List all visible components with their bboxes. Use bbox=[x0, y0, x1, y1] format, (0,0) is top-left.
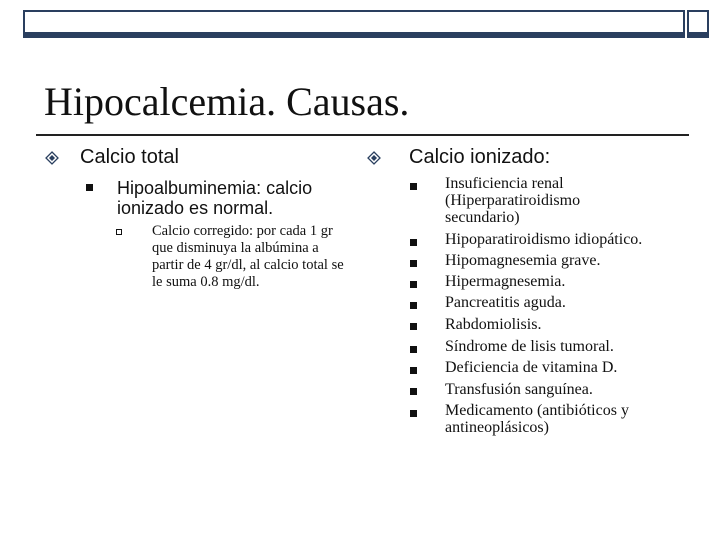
square-bullet-icon bbox=[410, 367, 417, 374]
list-item: Pancreatitis aguda. bbox=[445, 294, 566, 311]
square-bullet-icon bbox=[410, 346, 417, 353]
list-item-continuation: (Hiperparatiroidismo bbox=[445, 192, 581, 209]
left-heading: Calcio total bbox=[80, 146, 179, 168]
list-item-continuation: secundario) bbox=[445, 209, 520, 226]
square-bullet-icon bbox=[410, 239, 417, 246]
list-item: Medicamento (antibióticos y bbox=[445, 402, 629, 419]
list-item: Insuficiencia renal bbox=[445, 175, 564, 192]
list-item: Síndrome de lisis tumoral. bbox=[445, 338, 614, 355]
list-item: Hipomagnesemia grave. bbox=[445, 252, 601, 269]
square-bullet-icon bbox=[86, 184, 93, 191]
top-bar-corner-box bbox=[687, 10, 709, 38]
right-heading: Calcio ionizado: bbox=[409, 146, 551, 168]
hollow-square-bullet-icon bbox=[116, 229, 122, 235]
square-bullet-icon bbox=[410, 302, 417, 309]
list-item-continuation: antineoplásicos) bbox=[445, 419, 549, 436]
square-bullet-icon bbox=[410, 388, 417, 395]
list-item: Hipermagnesemia. bbox=[445, 273, 566, 290]
list-item: Hipoparatiroidismo idiopático. bbox=[445, 231, 643, 248]
diamond-bullet-icon bbox=[45, 151, 59, 165]
list-item: Transfusión sanguínea. bbox=[445, 381, 593, 398]
top-decorative-bar bbox=[23, 10, 708, 40]
top-bar-stripe bbox=[23, 32, 685, 38]
square-bullet-icon bbox=[410, 323, 417, 330]
square-bullet-icon bbox=[410, 410, 417, 417]
left-detail: Calcio corregido: por cada 1 gr que disminuya la albúmina a partir de 4 gr/dl, al calcio total se le suma 0.8 mg/dl. bbox=[152, 223, 344, 290]
title-rule bbox=[36, 134, 689, 136]
list-item: Rabdomiolisis. bbox=[445, 316, 542, 333]
square-bullet-icon bbox=[410, 281, 417, 288]
diamond-bullet-icon bbox=[367, 151, 381, 165]
left-subpoint: Hipoalbuminemia: calcio ionizado es normal. bbox=[117, 178, 313, 218]
square-bullet-icon bbox=[410, 183, 417, 190]
list-item: Deficiencia de vitamina D. bbox=[445, 359, 618, 376]
slide-title: Hipocalcemia. Causas. bbox=[44, 79, 410, 124]
square-bullet-icon bbox=[410, 260, 417, 267]
